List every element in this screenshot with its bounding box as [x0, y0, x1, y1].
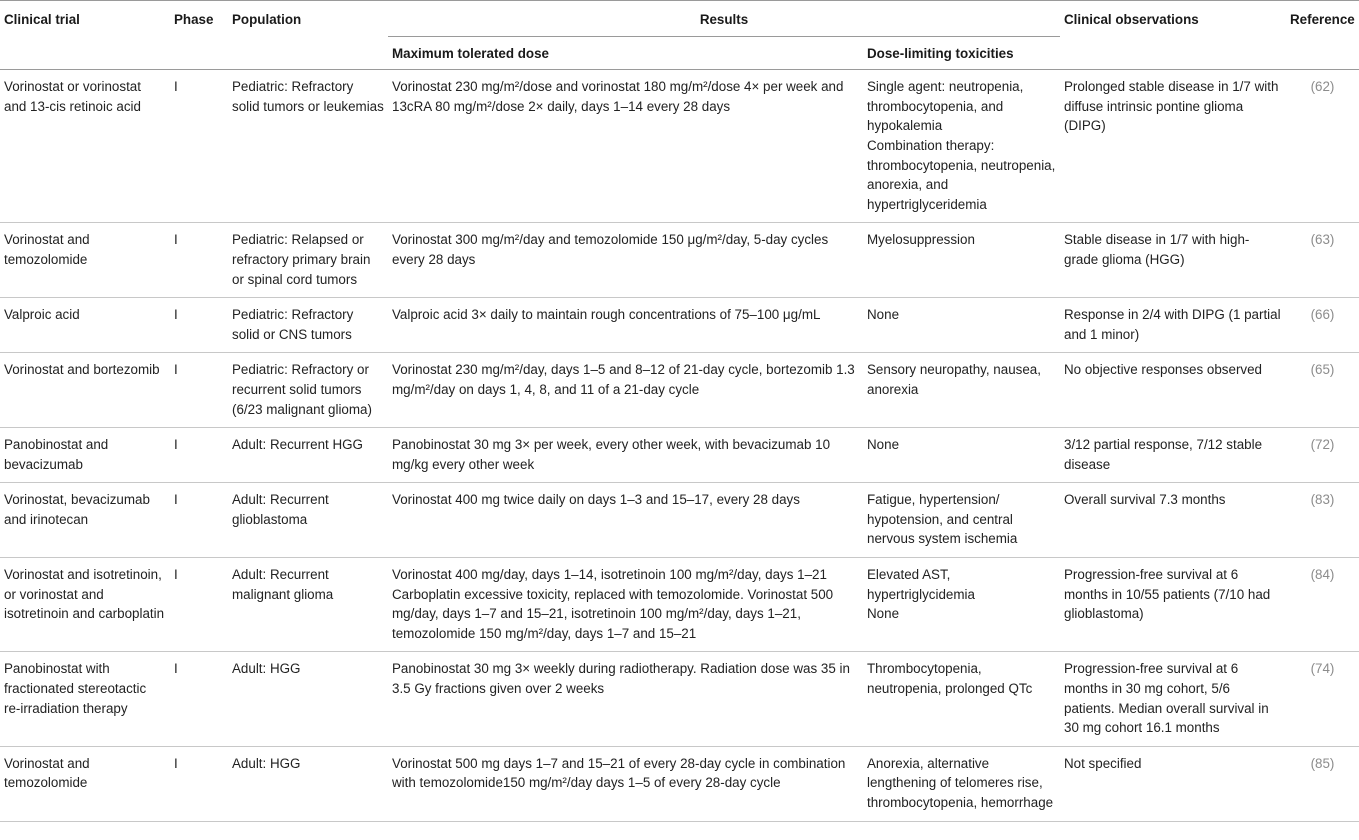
- cell-maximum-tolerated-dose: [388, 353, 863, 428]
- table-row: [0, 70, 1359, 223]
- cell-dose-limiting-toxicities-line: Sensory neuropathy, nausea, anorexia: [867, 362, 1041, 397]
- cell-clinical-observations: No objective responses observed: [1060, 353, 1286, 428]
- cell-clinical-trial: Valproic acid: [0, 298, 170, 353]
- cell-dose-limiting-toxicities-line: Thrombocytopenia, neutropenia, prolonged QTc: [867, 661, 1033, 697]
- cell-dose-limiting-toxicities: [863, 428, 1060, 483]
- cell-maximum-tolerated-dose-line: Carboplatin excessive toxicity, replaced with temozolomide. Vorinostat 500 mg/day, days 1–7 and 15–21, isotretinoin 100 mg/m²/day, days 1–21, temozolomide 150 mg/m²/day, days 1–7 and 15–21: [392, 586, 834, 641]
- header-dose-limiting-toxicities: Dose-limiting toxicities: [863, 36, 1060, 70]
- cell-population: Adult: Recurrent HGG: [228, 428, 388, 483]
- cell-maximum-tolerated-dose: [388, 483, 863, 558]
- cell-phase: I: [170, 353, 228, 428]
- header-maximum-tolerated-dose: Maximum tolerated dose: [388, 36, 863, 70]
- cell-population: Adult: HGG: [228, 746, 388, 821]
- cell-dose-limiting-toxicities-line: Combination therapy: thrombocytopenia, neutropenia, anorexia, and hypertriglyceridemia: [867, 137, 1056, 212]
- cell-clinical-observations: Prolonged stable disease in 1/7 with diffuse intrinsic pontine glioma (DIPG): [1060, 70, 1286, 223]
- cell-clinical-observations: Progression-free survival at 6 months in 30 mg cohort, 5/6 patients. Median overall survival in 30 mg cohort 16.1 months: [1060, 652, 1286, 746]
- cell-maximum-tolerated-dose: [388, 70, 863, 223]
- cell-population: Pediatric: Refractory solid tumors or leukemias: [228, 70, 388, 223]
- cell-population: Adult: Recurrent malignant glioma: [228, 558, 388, 652]
- cell-reference-link[interactable]: (62): [1286, 70, 1359, 223]
- cell-maximum-tolerated-dose: [388, 223, 863, 298]
- cell-phase: I: [170, 70, 228, 223]
- cell-maximum-tolerated-dose-line: Valproic acid 3× daily to maintain rough concentrations of 75–100 μg/mL: [392, 307, 821, 323]
- cell-maximum-tolerated-dose-line: Vorinostat 300 mg/m²/day and temozolomide 150 μg/m²/day, 5-day cycles every 28 days: [392, 232, 829, 267]
- header-reference: Reference: [1286, 1, 1359, 70]
- cell-dose-limiting-toxicities-line: Fatigue, hypertension/ hypotension, and central nervous system ischemia: [867, 492, 1018, 547]
- table-row: [0, 483, 1359, 558]
- header-clinical-trial: Clinical trial: [0, 1, 170, 70]
- cell-maximum-tolerated-dose: [388, 298, 863, 353]
- cell-dose-limiting-toxicities-line: Anorexia, alternative lengthening of telomeres rise, thrombocytopenia, hemorrhage: [867, 755, 1054, 810]
- cell-maximum-tolerated-dose-line: Vorinostat 400 mg twice daily on days 1–3 and 15–17, every 28 days: [392, 492, 800, 508]
- cell-dose-limiting-toxicities: [863, 223, 1060, 298]
- cell-dose-limiting-toxicities-line: Single agent: neutropenia, thrombocytopenia, and hypokalemia: [867, 79, 1024, 134]
- table-row: [0, 428, 1359, 483]
- table-row: [0, 652, 1359, 746]
- cell-dose-limiting-toxicities: [863, 298, 1060, 353]
- cell-phase: I: [170, 223, 228, 298]
- cell-phase: I: [170, 652, 228, 746]
- cell-clinical-trial: Vorinostat and temozolomide: [0, 746, 170, 821]
- cell-reference-link[interactable]: (84): [1286, 558, 1359, 652]
- cell-clinical-observations: Response in 2/4 with DIPG (1 partial and 1 minor): [1060, 298, 1286, 353]
- cell-maximum-tolerated-dose-line: Panobinostat 30 mg 3× weekly during radiotherapy. Radiation dose was 35 in 3.5 Gy fractions given over 2 weeks: [392, 661, 850, 697]
- table-row: [0, 746, 1359, 821]
- cell-population: Pediatric: Refractory solid or CNS tumors: [228, 298, 388, 353]
- cell-dose-limiting-toxicities: [863, 746, 1060, 821]
- cell-clinical-observations: Not specified: [1060, 746, 1286, 821]
- cell-clinical-observations: Progression-free survival at 6 months in 10/55 patients (7/10 had glioblastoma): [1060, 558, 1286, 652]
- cell-clinical-trial: Panobinostat and bevacizumab: [0, 428, 170, 483]
- cell-dose-limiting-toxicities: [863, 353, 1060, 428]
- cell-dose-limiting-toxicities: [863, 558, 1060, 652]
- cell-population: Pediatric: Relapsed or refractory primary brain or spinal cord tumors: [228, 223, 388, 298]
- cell-phase: I: [170, 298, 228, 353]
- cell-clinical-observations: Overall survival 7.3 months: [1060, 483, 1286, 558]
- cell-maximum-tolerated-dose: [388, 746, 863, 821]
- cell-reference-link[interactable]: (63): [1286, 223, 1359, 298]
- cell-clinical-trial: Vorinostat or vorinostat and 13-cis retinoic acid: [0, 70, 170, 223]
- header-phase: Phase: [170, 1, 228, 70]
- cell-phase: I: [170, 483, 228, 558]
- cell-dose-limiting-toxicities: [863, 70, 1060, 223]
- cell-clinical-trial: Vorinostat and isotretinoin, or vorinostat and isotretinoin and carboplatin: [0, 558, 170, 652]
- cell-clinical-trial: Vorinostat, bevacizumab and irinotecan: [0, 483, 170, 558]
- cell-reference-link[interactable]: (66): [1286, 298, 1359, 353]
- cell-dose-limiting-toxicities-line: None: [867, 606, 900, 622]
- table-row: [0, 558, 1359, 652]
- table-row: [0, 298, 1359, 353]
- cell-maximum-tolerated-dose-line: Vorinostat 500 mg days 1–7 and 15–21 of every 28-day cycle in combination with temozolomide150 mg/m²/day days 1–5 of every 28-day cycle: [392, 755, 846, 791]
- cell-reference-link[interactable]: (85): [1286, 746, 1359, 821]
- cell-dose-limiting-toxicities: [863, 483, 1060, 558]
- cell-clinical-observations: 3/12 partial response, 7/12 stable disease: [1060, 428, 1286, 483]
- table-body: [0, 70, 1359, 821]
- cell-reference-link[interactable]: (72): [1286, 428, 1359, 483]
- cell-clinical-trial: Panobinostat with fractionated stereotactic re-irradiation therapy: [0, 652, 170, 746]
- cell-maximum-tolerated-dose-line: Vorinostat 230 mg/m²/dose and vorinostat 180 mg/m²/dose 4× per week and 13cRA 80 mg/m²/dose 2× daily, days 1–14 every 28 days: [392, 79, 844, 114]
- cell-population: Adult: HGG: [228, 652, 388, 746]
- cell-maximum-tolerated-dose-line: Panobinostat 30 mg 3× per week, every other week, with bevacizumab 10 mg/kg every other week: [392, 437, 831, 472]
- cell-maximum-tolerated-dose: [388, 558, 863, 652]
- cell-maximum-tolerated-dose: [388, 428, 863, 483]
- cell-phase: I: [170, 746, 228, 821]
- cell-clinical-observations: Stable disease in 1/7 with high-grade glioma (HGG): [1060, 223, 1286, 298]
- header-population: Population: [228, 1, 388, 70]
- cell-population: Adult: Recurrent glioblastoma: [228, 483, 388, 558]
- cell-clinical-trial: Vorinostat and bortezomib: [0, 353, 170, 428]
- cell-dose-limiting-toxicities: [863, 652, 1060, 746]
- cell-dose-limiting-toxicities-line: None: [867, 437, 900, 453]
- cell-reference-link[interactable]: (74): [1286, 652, 1359, 746]
- cell-population: Pediatric: Refractory or recurrent solid tumors (6/23 malignant glioma): [228, 353, 388, 428]
- header-clinical-observations: Clinical observations: [1060, 1, 1286, 70]
- cell-maximum-tolerated-dose: [388, 652, 863, 746]
- cell-phase: I: [170, 558, 228, 652]
- cell-maximum-tolerated-dose-line: Vorinostat 400 mg/day, days 1–14, isotretinoin 100 mg/m²/day, days 1–21: [392, 567, 827, 583]
- cell-reference-link[interactable]: (83): [1286, 483, 1359, 558]
- cell-clinical-trial: Vorinostat and temozolomide: [0, 223, 170, 298]
- cell-maximum-tolerated-dose-line: Vorinostat 230 mg/m²/day, days 1–5 and 8–12 of 21-day cycle, bortezomib 1.3 mg/m²/day on days 1, 4, 8, and 11 of a 21-day cycle: [392, 362, 855, 397]
- header-results: Results: [388, 1, 1060, 37]
- cell-dose-limiting-toxicities-line: Elevated AST, hypertriglycidemia: [867, 567, 975, 602]
- cell-dose-limiting-toxicities-line: Myelosuppression: [867, 232, 975, 248]
- cell-reference-link[interactable]: (65): [1286, 353, 1359, 428]
- table-row: [0, 223, 1359, 298]
- cell-phase: I: [170, 428, 228, 483]
- cell-dose-limiting-toxicities-line: None: [867, 307, 900, 323]
- table-row: [0, 353, 1359, 428]
